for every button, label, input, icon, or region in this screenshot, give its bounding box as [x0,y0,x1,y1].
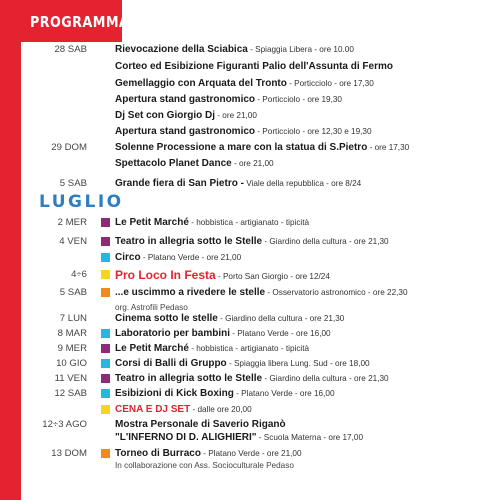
event-row [0,403,500,417]
event-detail: - hobbistica - artigianato - tipicità [188,344,310,353]
event-title: Mostra Personale di Saverio Riganò [115,419,286,430]
event-title: Corteo ed Esibizione Figuranti Palio dell'Assunta di Fermo [115,61,393,72]
event-date: 10 GIO [56,358,87,369]
event-row [0,387,500,401]
event-note: org. Astrofili Pedaso [115,303,188,312]
event-title: Le Petit Marché [115,217,189,228]
event-detail: - ore 21,00 [231,159,274,168]
event-date: 9 MER [57,343,87,354]
event-title: Le Petit Marché [115,343,189,354]
category-square [101,405,110,414]
event-date: 29 DOM [51,142,87,153]
event-detail: - Platano Verde - ore 16,00 [233,389,335,398]
event-detail: Viale della repubblica - ore 8/24 [243,179,362,188]
event-date: 8 MAR [57,328,87,339]
event-detail: - Platano Verde - ore 16,00 [230,329,331,338]
event-date: 5 SAB [59,287,87,298]
event-title: Torneo di Burraco [115,448,201,459]
event-date: 4 VEN [59,236,87,247]
event-date: 13 DOM [51,448,87,459]
event-row [0,459,500,473]
event-date: 11 VEN [54,373,87,384]
event-date: 4÷6 [71,269,87,280]
event-title: Cinema sotto le stelle [115,313,218,324]
event-detail: - Porticciolo - ore 19,30 [255,95,342,104]
category-square [101,374,110,383]
category-square [101,329,110,338]
event-title: Apertura stand gastronomico [115,94,256,105]
event-detail: - Spiaggia libera Lung. Sud - ore 18,00 [226,359,370,368]
category-square [101,253,110,262]
header-tab [0,0,130,42]
category-square [101,218,110,227]
event-title: Gemellaggio con Arquata del Tronto [115,78,287,89]
event-detail: - dalle ore 20,00 [190,405,252,414]
event-row [0,125,500,139]
event-note: In collaborazione con Ass. Socioculturale Pedaso [115,461,294,470]
event-row [0,372,500,386]
event-title: "L'INFERNO DI D. ALIGHIERI" [115,432,257,443]
event-title: Pro Loco In Festa [115,268,216,282]
event-row [0,251,500,265]
event-row [0,216,500,230]
category-square [101,237,110,246]
event-row [0,286,500,300]
event-title: CENA E DJ SET [115,404,191,415]
event-title: Grande fiera di San Pietro - [115,178,244,189]
event-row [0,43,500,57]
event-row [0,342,500,356]
event-title: Laboratorio per bambini [115,328,231,339]
event-detail: - Platano Verde - ore 21,00 [140,253,242,262]
event-detail: - Osservatorio astronomico - ore 22,30 [265,288,408,297]
event-detail: - Platano Verde - ore 21,00 [200,449,302,458]
event-title: Corsi di Balli di Gruppo [115,358,227,369]
event-title: Solenne Processione a mare con la statua di S.Pietro [115,142,368,153]
event-title: Spettacolo Planet Dance [115,158,232,169]
event-row [0,141,500,155]
event-row [0,177,500,191]
event-detail: - Porto San Giorgio - ore 12/24 [215,272,330,281]
month-heading: LUGLIO [39,192,124,212]
event-row [0,60,500,74]
event-date: 5 SAB [59,178,87,189]
event-detail: - ore 21,00 [215,111,257,120]
category-square [101,344,110,353]
category-square [101,270,110,279]
event-detail: - Giardino della cultura - ore 21,30 [217,314,345,323]
event-title: Teatro in allegria sotto le Stelle [115,236,263,247]
event-detail: - Porticciolo - ore 12,30 e 19,30 [255,127,372,136]
event-date: 7 LUN [59,313,87,324]
event-title: Dj Set con Giorgio Dj [115,110,216,121]
event-row [0,235,500,249]
event-title: Apertura stand gastronomico [115,126,256,137]
category-square [101,449,110,458]
event-title: Esibizioni di Kick Boxing [115,388,234,399]
event-row [0,109,500,123]
category-square [101,389,110,398]
event-row [0,268,500,282]
event-detail: - Giardino della cultura - ore 21,30 [262,237,389,246]
event-row [0,77,500,91]
event-title: Rievocazione della Sciabica [115,44,248,55]
event-detail: - Scuola Materna - ore 17,00 [256,433,363,442]
event-row [0,312,500,326]
event-row [0,157,500,171]
event-date: 12÷3 AGO [42,419,87,430]
event-row [0,357,500,371]
event-title: Circo [115,252,141,263]
event-detail: - Spiaggia Libera - ore 10.00 [247,45,354,54]
event-detail: - Porticciolo - ore 17,30 [286,79,374,88]
event-row [0,327,500,341]
event-date: 2 MER [57,217,87,228]
event-row [0,93,500,107]
category-square [101,288,110,297]
event-row [0,418,500,432]
event-detail: - Giardino della cultura - ore 21,30 [262,374,389,383]
event-detail: - hobbistica - artigianato - tipicità [188,218,310,227]
event-detail: - ore 17,30 [367,143,410,152]
category-square [101,359,110,368]
event-title: ...e uscimmo a rivedere le stelle [115,287,266,298]
event-date: 28 SAB [54,44,87,55]
event-row [0,431,500,445]
event-date: 12 SAB [54,388,87,399]
page-title: PROGRAMMA [30,13,130,31]
event-title: Teatro in allegria sotto le Stelle [115,373,263,384]
